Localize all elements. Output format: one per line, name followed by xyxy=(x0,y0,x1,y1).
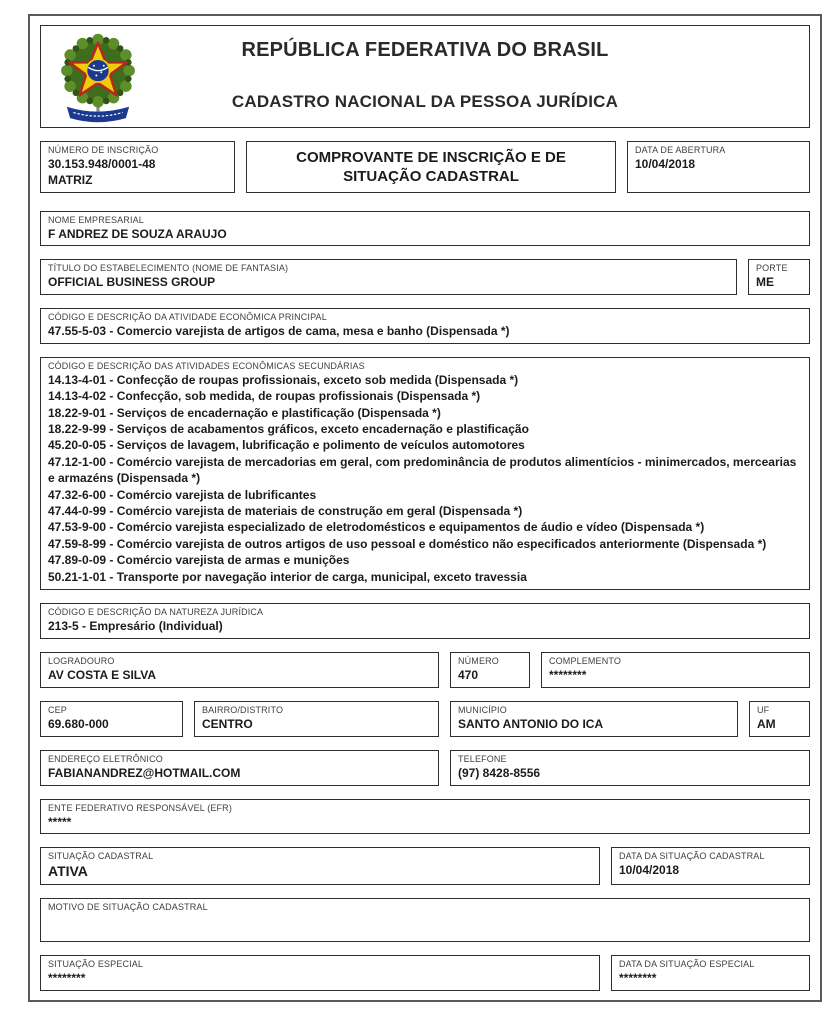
field-porte xyxy=(748,259,810,295)
telefone-value: (97) 8428-8556 xyxy=(458,765,541,780)
field-telefone xyxy=(450,750,810,786)
bairro-label: BAIRRO/DISTRITO xyxy=(202,704,284,715)
field-logradouro xyxy=(40,652,439,688)
situacao-row xyxy=(40,847,810,885)
complemento-value: ******** xyxy=(549,667,587,682)
field-cep xyxy=(40,701,183,737)
nome-fantasia-label: TÍTULO DO ESTABELECIMENTO (NOME DE FANTASIA) xyxy=(48,263,289,274)
field-municipio xyxy=(450,701,738,737)
data-abertura-label: DATA DE ABERTURA xyxy=(635,144,726,155)
atividade-principal-value: 47.55-5-03 - Comercio varejista de artigos de cama, mesa e banho (Dispensada *) xyxy=(48,324,510,339)
cnpj-registry-title: CADASTRO NACIONAL DA PESSOA JURÍDICA xyxy=(231,91,619,111)
field-situacao-especial xyxy=(40,955,600,991)
document-header xyxy=(40,25,810,128)
republic-title: REPÚBLICA FEDERATIVA DO BRASIL xyxy=(241,39,609,61)
field-numero xyxy=(450,652,530,688)
field-uf xyxy=(749,701,810,737)
natureza-juridica-value: 213-5 - Empresário (Individual) xyxy=(48,618,223,633)
situacao-especial-row xyxy=(40,955,810,991)
numero-label: NÚMERO xyxy=(458,655,499,666)
cnpj-certificate-page xyxy=(28,14,822,1002)
situacao-especial-value: ******** xyxy=(48,971,86,986)
bairro-value: CENTRO xyxy=(202,716,253,731)
complemento-label: COMPLEMENTO xyxy=(549,655,621,666)
logradouro-label: LOGRADOURO xyxy=(48,655,115,666)
data-situacao-especial-value: ******** xyxy=(619,971,657,986)
municipio-value: SANTO ANTONIO DO ICA xyxy=(458,716,604,731)
atividades-secundarias-list: 14.13-4-01 - Confecção de roupas profissionais, exceto sob medida (Dispensada *) 14.13-4-02 - Confecção, sob medida, de roupas profissionais (Dispensada *) 18.22-9-01 - Serviços de encadernação e plastificação (Dispensada *) 18.22-9-99 - Serviços de acabamentos gráficos, exceto encadernação e plastificação 45.20-0-05 - Serviços de lavagem, lubrificação e polimento de veículos automotores 47.12-1-00 - Comércio varejista de mercadorias em geral, com predominância de produtos alimentícios - minimercados, mercearias e armazéns (Dispensada *) 47.32-6-00 - Comércio varejista de lubrificantes 47.44-0-99 - Comércio varejista de materiais de construção em geral (Dispensada *) 47.53-9-00 - Comércio varejista especializado de eletrodomésticos e equipamentos de áudio e vídeo (Dispensada *) 47.59-8-99 - Comércio varejista de outros artigos de uso pessoal e doméstico não especificados anteriormente (Dispensada *) 47.89-0-09 - Comércio varejista de armas e munições 50.21-1-01 - Transporte por navegação interior de carga, municipal, exceto travessia xyxy=(48,372,797,584)
field-nome-empresarial xyxy=(40,211,810,247)
email-label: ENDEREÇO ELETRÔNICO xyxy=(48,753,163,764)
cep-label: CEP xyxy=(48,704,67,715)
field-nome-fantasia xyxy=(40,259,737,295)
field-numero-inscricao xyxy=(40,141,235,193)
field-natureza-juridica xyxy=(40,603,810,639)
data-situacao-cadastral-label: DATA DA SITUAÇÃO CADASTRAL xyxy=(619,851,765,862)
data-situacao-especial-label: DATA DA SITUAÇÃO ESPECIAL xyxy=(619,959,755,970)
field-complemento xyxy=(541,652,810,688)
field-efr xyxy=(40,799,810,835)
nome-empresarial-value: F ANDREZ DE SOUZA ARAUJO xyxy=(48,226,227,241)
atividade-principal-label: CÓDIGO E DESCRIÇÃO DA ATIVIDADE ECONÔMICA PRINCIPAL xyxy=(48,312,327,323)
field-atividade-principal xyxy=(40,308,810,344)
efr-value: ***** xyxy=(48,814,72,829)
field-motivo-situacao xyxy=(40,898,810,942)
porte-label: PORTE xyxy=(756,263,788,274)
contact-row xyxy=(40,750,810,786)
numero-inscricao-label: NÚMERO DE INSCRIÇÃO xyxy=(48,144,159,155)
document-title: COMPROVANTE DE INSCRIÇÃO E DE SITUAÇÃO CADASTRAL xyxy=(246,141,616,193)
natureza-juridica-label: CÓDIGO E DESCRIÇÃO DA NATUREZA JURÍDICA xyxy=(48,606,264,617)
nome-fantasia-value: OFFICIAL BUSINESS GROUP xyxy=(48,275,216,290)
address-row-1 xyxy=(40,652,810,688)
numero-value: 470 xyxy=(458,667,479,682)
field-atividades-secundarias xyxy=(40,357,810,590)
fantasia-row xyxy=(40,259,810,295)
situacao-especial-label: SITUAÇÃO ESPECIAL xyxy=(48,959,144,970)
data-abertura-value: 10/04/2018 xyxy=(635,156,696,171)
situacao-cadastral-label: SITUAÇÃO CADASTRAL xyxy=(48,851,154,862)
motivo-situacao-label: MOTIVO DE SITUAÇÃO CADASTRAL xyxy=(48,902,208,913)
matriz-indicator: MATRIZ xyxy=(48,172,93,187)
identification-row xyxy=(40,141,810,193)
situacao-cadastral-value: ATIVA xyxy=(48,863,88,880)
nome-empresarial-label: NOME EMPRESARIAL xyxy=(48,214,144,225)
brazil-coat-of-arms-icon xyxy=(57,31,139,125)
field-data-situacao-especial xyxy=(611,955,810,991)
uf-label: UF xyxy=(757,704,770,715)
field-situacao-cadastral xyxy=(40,847,600,885)
logradouro-value: AV COSTA E SILVA xyxy=(48,667,157,682)
efr-label: ENTE FEDERATIVO RESPONSÁVEL (EFR) xyxy=(48,802,232,813)
cep-value: 69.680-000 xyxy=(48,716,109,731)
field-bairro xyxy=(194,701,439,737)
uf-value: AM xyxy=(757,716,776,731)
email-value: FABIANANDREZ@HOTMAIL.COM xyxy=(48,765,241,780)
telefone-label: TELEFONE xyxy=(458,753,507,764)
address-row-2 xyxy=(40,701,810,737)
atividades-secundarias-label: CÓDIGO E DESCRIÇÃO DAS ATIVIDADES ECONÔMICAS SECUNDÁRIAS xyxy=(48,360,365,371)
porte-value: ME xyxy=(756,275,774,290)
field-data-situacao-cadastral xyxy=(611,847,810,885)
data-situacao-cadastral-value: 10/04/2018 xyxy=(619,863,680,878)
municipio-label: MUNICÍPIO xyxy=(458,704,507,715)
field-email xyxy=(40,750,439,786)
numero-inscricao-value: 30.153.948/0001-48 xyxy=(48,156,156,171)
field-data-abertura xyxy=(627,141,810,193)
